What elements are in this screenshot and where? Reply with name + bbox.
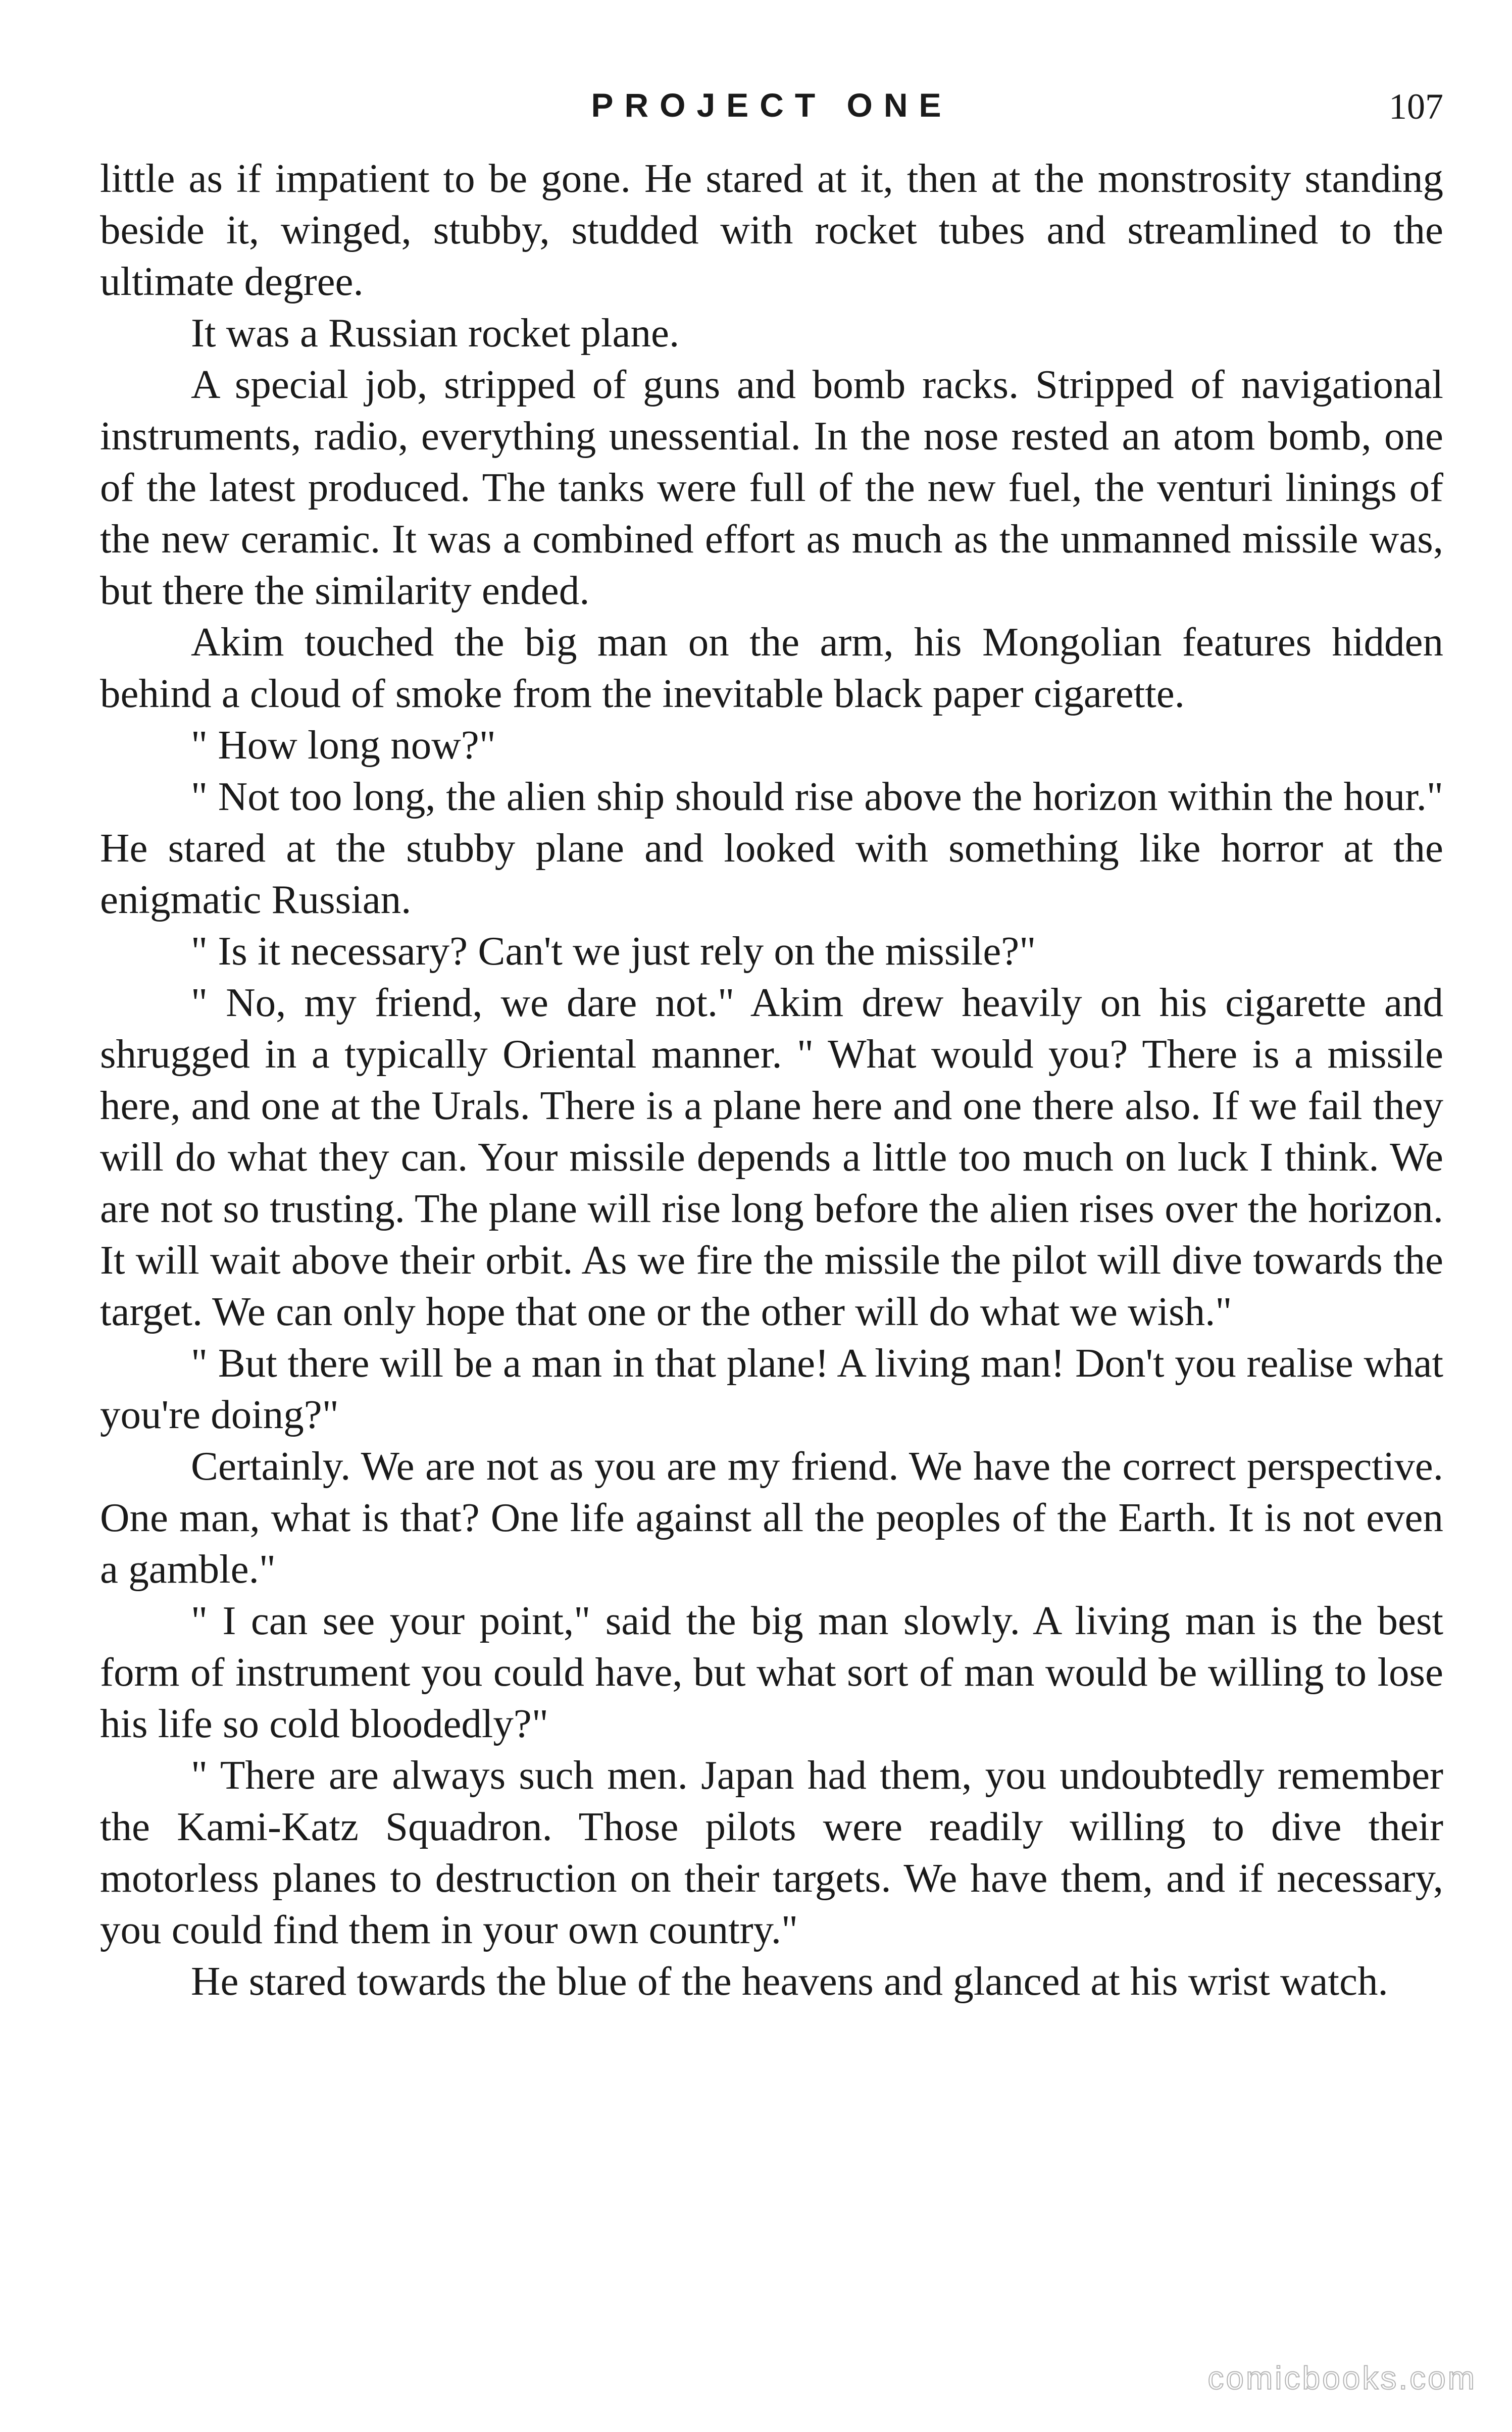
paragraph: Certainly. We are not as you are my friend. We have the correct perspective. One man, what is that? One life against all the peoples of the Earth. It is not even a gamble." [100,1443,1443,1592]
paragraph: He stared towards the blue of the heavens and glanced at his wrist watch. [191,1958,1388,2004]
watermark: comicbooks.com [1207,2360,1477,2396]
paragraph: " No, my friend, we dare not." Akim drew heavily on his cigarette and shrugged in a typically Oriental manner. " What would you? There is a missile here, and one at the Urals. There is a plane here and one there also. If we fail they will do what they can. Your missile depends a little too much on luck I think. We are not so trusting. The plane will rise long before the alien rises over the horizon. It will wait above their orbit. As we fire the missile the pilot will dive towards the target. We can only hope that one or the other will do what we wish." [100,980,1443,1334]
paragraph: " I can see your point," said the big man slowly. A living man is the best form of instrument you could have, but what sort of man would be willing to lose his life so cold bloodedly?" [100,1598,1443,1746]
paragraph: A special job, stripped of guns and bomb racks. Stripped of navigational instruments, radio, everything unessential. In the nose rested an atom bomb, one of the latest produced. The tanks were full of the new fuel, the venturi linings of the new ceramic. It was a combined effort as much as the unmanned missile was, but there the similarity ended. [100,362,1443,613]
paragraph: Akim touched the big man on the arm, his Mongolian features hidden behind a cloud of smoke from the inevitable black paper cigarette. [100,619,1443,716]
page-number: 107 [1389,86,1443,127]
book-page [100,81,1443,2007]
paragraph: little as if impatient to be gone. He stared at it, then at the monstrosity standing beside it, winged, stubby, studded with rocket tubes and streamlined to the ultimate degree. [100,156,1443,304]
paragraph: " There are always such men. Japan had them, you undoubtedly remember the Kami-Katz Squadron. Those pilots were readily willing to dive their motorless planes to destruction on their targets. We have them, and if necessary, you could find them in your own country." [100,1752,1443,1952]
paragraph: " Is it necessary? Can't we just rely on the missile?" [191,928,1036,974]
paragraph: " Not too long, the alien ship should rise above the horizon within the hour." He stared at the stubby plane and looked with something like horror at the enigmatic Russian. [100,774,1443,922]
paragraph: It was a Russian rocket plane. [191,310,680,356]
body-text [100,153,1443,2007]
running-head [100,81,1443,141]
paragraph: " But there will be a man in that plane! A living man! Don't you realise what you're doing?" [100,1340,1443,1437]
paragraph: " How long now?" [191,722,496,768]
running-title: PROJECT ONE [591,86,952,124]
